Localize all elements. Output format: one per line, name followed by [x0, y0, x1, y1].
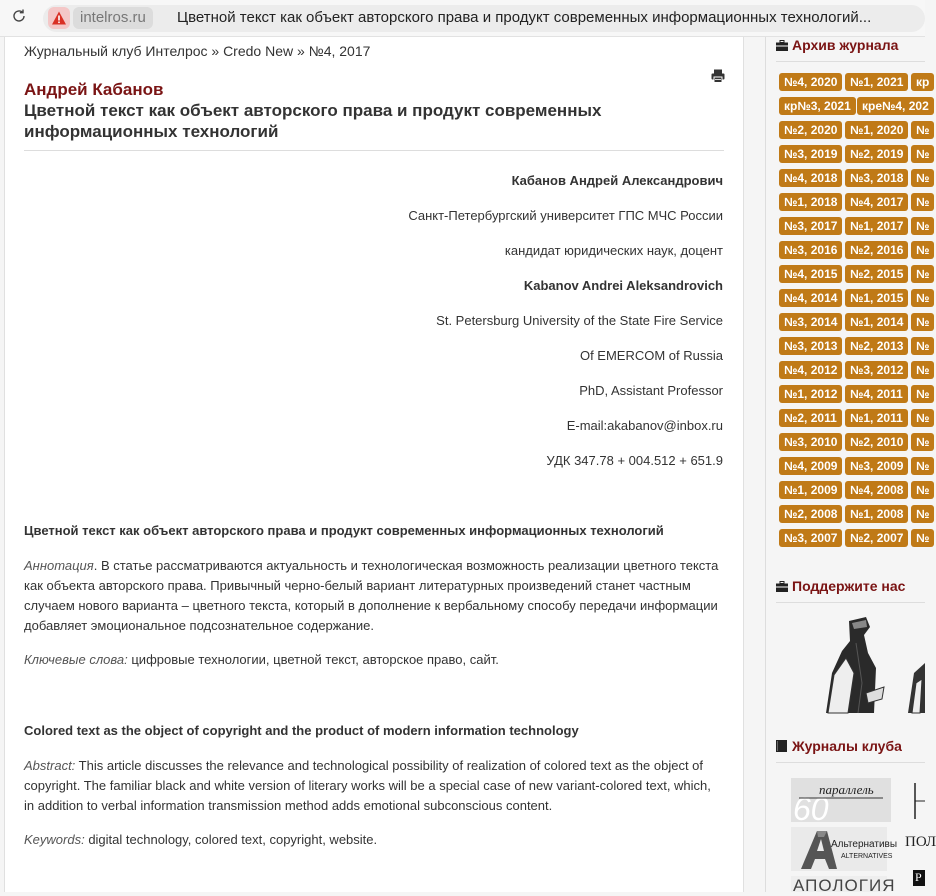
- archive-issue-badge[interactable]: №4, 2015: [779, 265, 842, 283]
- journal-logo-partial-3-text: Р: [915, 870, 922, 884]
- archive-issue-badge[interactable]: №1, 2011: [845, 409, 908, 427]
- archive-issue-badge[interactable]: №2, 2011: [779, 409, 842, 427]
- archive-issue-badge[interactable]: №1, 2014: [845, 313, 908, 331]
- support-image-scholars[interactable]: [804, 613, 925, 713]
- archive-issue-badge[interactable]: №1, 2008: [845, 505, 908, 523]
- author-meta-line: Of EMERCOM of Russia: [579, 348, 723, 363]
- author-meta-line: E-mail:akabanov@inbox.ru: [566, 418, 723, 433]
- en-abstract-line: copyright. The familiar black and white version of literary works will be a special case of new variant-colored text, which,: [24, 778, 711, 793]
- archive-issue-badge[interactable]: №2, 2010: [845, 433, 908, 451]
- author-meta-line: St. Petersburg University of the State Fire Service: [436, 313, 723, 328]
- journal-logo-alternatives-text: Альтернативы: [831, 839, 898, 850]
- archive-issue-badge[interactable]: №3, 2018: [845, 169, 908, 187]
- journal-logo-apologia[interactable]: [791, 876, 896, 895]
- archive-issue-badge[interactable]: №: [911, 265, 934, 283]
- browser-page-title: Цветной текст как объект авторского права и продукт современных информационных технологий...: [177, 9, 872, 26]
- archive-divider: [776, 61, 925, 62]
- journal-logo-apologia-text: АПОЛОГИЯ: [793, 876, 896, 895]
- archive-issue-badge[interactable]: №: [911, 505, 934, 523]
- en-abstract-label: Abstract:: [24, 758, 76, 773]
- archive-issue-badge[interactable]: №1, 2009: [779, 481, 842, 499]
- en-keywords-label: Keywords:: [24, 832, 85, 847]
- domain-chip[interactable]: intelros.ru: [73, 7, 153, 29]
- sidebar: [776, 37, 936, 895]
- archive-issue-badge[interactable]: №: [911, 361, 934, 379]
- journal-logo-alternatives-en: ALTERNATIVES: [841, 853, 893, 860]
- archive-issue-badge[interactable]: №: [911, 313, 934, 331]
- archive-issue-badge[interactable]: №: [911, 217, 934, 235]
- archive-issue-badge[interactable]: №3, 2019: [779, 145, 842, 163]
- archive-issue-badge[interactable]: №3, 2007: [779, 529, 842, 547]
- author-meta-line: УДК 347.78 + 004.512 + 651.9: [546, 453, 723, 468]
- archive-title-text: Архив журнала: [792, 37, 899, 53]
- archive-issue-badge[interactable]: №3, 2017: [779, 217, 842, 235]
- archive-issue-badge[interactable]: №3, 2014: [779, 313, 842, 331]
- journals-title-text: Журналы клуба: [792, 738, 902, 754]
- article-author[interactable]: Андрей Кабанов: [24, 80, 164, 99]
- support-title-text: Поддержите нас: [792, 578, 906, 594]
- archive-issue-badge[interactable]: №1, 2020: [845, 121, 908, 139]
- archive-issue-badge[interactable]: №: [911, 385, 934, 403]
- ru-keywords-text: цифровые технологии, цветной текст, авторское право, сайт.: [127, 652, 499, 667]
- book-icon: [776, 739, 788, 750]
- ru-keywords: [24, 650, 724, 670]
- archive-issue-badge[interactable]: №1, 2021: [845, 73, 908, 91]
- en-abstract: [24, 756, 724, 816]
- archive-issue-badge[interactable]: №3, 2016: [779, 241, 842, 259]
- archive-issue-badge[interactable]: №: [911, 409, 934, 427]
- archive-issue-badge[interactable]: №4, 2017: [845, 193, 908, 211]
- archive-issue-badge[interactable]: №: [911, 337, 934, 355]
- archive-issue-badge[interactable]: №4, 2012: [779, 361, 842, 379]
- en-keywords-text: digital technology, colored text, copyright, website.: [84, 832, 378, 847]
- archive-issue-badge[interactable]: №: [911, 121, 934, 139]
- ru-abstract-line: . В статье рассматриваются актуальность и технологическая возможность реализации цветного текста: [93, 558, 719, 573]
- archive-issue-badge[interactable]: №4, 2011: [845, 385, 908, 403]
- author-meta-line: Санкт-Петербургский университет ГПС МЧС России: [408, 208, 723, 223]
- archive-issue-badge[interactable]: №: [911, 193, 934, 211]
- archive-issue-badge[interactable]: №1, 2018: [779, 193, 842, 211]
- ru-keywords-label: Ключевые слова:: [24, 652, 128, 667]
- archive-issue-badge[interactable]: №1, 2012: [779, 385, 842, 403]
- archive-issue-badge[interactable]: №2, 2013: [845, 337, 908, 355]
- print-icon[interactable]: [711, 69, 725, 83]
- archive-issue-badge[interactable]: №2, 2016: [845, 241, 908, 259]
- support-widget-title: [776, 578, 905, 594]
- archive-issue-badge[interactable]: №3, 2009: [845, 457, 908, 475]
- archive-issue-badge[interactable]: №4, 2009: [779, 457, 842, 475]
- en-keywords: [24, 830, 724, 850]
- en-abstract-line: This article discusses the relevance and technological possibility of realization of colored text as the object of: [75, 758, 704, 773]
- archive-issue-badge[interactable]: №4, 2014: [779, 289, 842, 307]
- sidebar-divider: [765, 37, 766, 892]
- breadcrumb[interactable]: Журнальный клуб Интелрос » Credo New » №4, 2017: [24, 43, 371, 59]
- journal-logo-alternatives[interactable]: [791, 827, 898, 871]
- author-meta-line: PhD, Assistant Professor: [579, 383, 723, 398]
- ru-abstract-label: Аннотация: [24, 558, 94, 573]
- ru-section-heading: Цветной текст как объект авторского права и продукт современных информационных технологий: [24, 523, 664, 538]
- archive-issue-badge[interactable]: кре№4, 202: [857, 97, 934, 115]
- article-panel: [4, 37, 744, 892]
- en-abstract-line: in addition to verbal information transmission method adds emotional subconscious content.: [24, 798, 553, 813]
- ru-abstract: [24, 556, 724, 636]
- reload-icon[interactable]: [9, 8, 29, 28]
- not-secure-warning-icon[interactable]: [48, 7, 70, 29]
- archive-issue-badge[interactable]: №: [911, 481, 934, 499]
- archive-issue-badge[interactable]: №2, 2007: [845, 529, 908, 547]
- journals-widget-title: [776, 738, 902, 754]
- archive-issue-badge[interactable]: №: [911, 529, 934, 547]
- archive-issue-badge[interactable]: №2, 2015: [845, 265, 908, 283]
- ru-abstract-line: как объекта авторского права. Привычный черно-белый вариант литературных произведений станет частным: [24, 578, 691, 593]
- archive-issue-badge[interactable]: №1, 2015: [845, 289, 908, 307]
- journal-logo-partial-2-text: ПОЛ: [905, 834, 936, 850]
- archive-widget-title: [776, 37, 898, 53]
- ru-abstract-line: добавляет эмоциональное подсознательное содержание.: [24, 618, 374, 633]
- archive-issue-badge[interactable]: №: [911, 169, 934, 187]
- journal-logo-partial-2[interactable]: [905, 834, 936, 854]
- archive-issue-badge[interactable]: №2, 2019: [845, 145, 908, 163]
- archive-issue-badge[interactable]: №3, 2012: [845, 361, 908, 379]
- archive-issue-badge[interactable]: №1, 2017: [845, 217, 908, 235]
- archive-issue-badge[interactable]: кр№3, 2021: [779, 97, 856, 115]
- archive-issue-badge[interactable]: №: [911, 241, 934, 259]
- archive-issue-badge[interactable]: №: [911, 457, 934, 475]
- archive-issue-badge[interactable]: №4, 2018: [779, 169, 842, 187]
- ru-abstract-line: случаем нового варианта – цветного текста, который в дополнение к вербальному способу передачи информации: [24, 598, 718, 613]
- author-meta-line: кандидат юридических наук, доцент: [504, 243, 723, 258]
- archive-issue-badge[interactable]: №: [911, 433, 934, 451]
- en-section-heading: Colored text as the object of copyright and the product of modern information technology: [24, 723, 579, 738]
- title-divider: [24, 150, 724, 151]
- journal-logo-parallel-text: параллель: [819, 782, 874, 797]
- archive-issue-badge[interactable]: №4, 2020: [779, 73, 842, 91]
- archive-issue-badge[interactable]: №4, 2008: [845, 481, 908, 499]
- support-divider: [776, 602, 925, 603]
- briefcase-icon: [776, 38, 788, 49]
- archive-issue-badge[interactable]: №2, 2020: [779, 121, 842, 139]
- archive-issue-badge[interactable]: №: [911, 289, 934, 307]
- author-meta-line: Кабанов Андрей Александрович: [511, 173, 723, 188]
- archive-issue-badge[interactable]: №3, 2010: [779, 433, 842, 451]
- archive-issue-badge[interactable]: №3, 2013: [779, 337, 842, 355]
- journal-logo-partial-3[interactable]: [913, 870, 925, 886]
- journals-divider: [776, 762, 925, 763]
- archive-issue-badge[interactable]: №2, 2008: [779, 505, 842, 523]
- briefcase-icon: [776, 579, 788, 590]
- browser-toolbar: [0, 0, 925, 37]
- journal-logo-parallel[interactable]: [791, 778, 891, 827]
- author-meta-line: Kabanov Andrei Aleksandrovich: [523, 278, 723, 293]
- archive-issue-badge[interactable]: кр: [911, 73, 934, 91]
- article-title: Цветной текст как объект авторского права и продукт современных информационных технологий: [24, 101, 602, 141]
- archive-issue-badge[interactable]: №: [911, 145, 934, 163]
- journal-logo-partial-1[interactable]: [912, 783, 925, 819]
- svg-text:60: 60: [793, 791, 829, 827]
